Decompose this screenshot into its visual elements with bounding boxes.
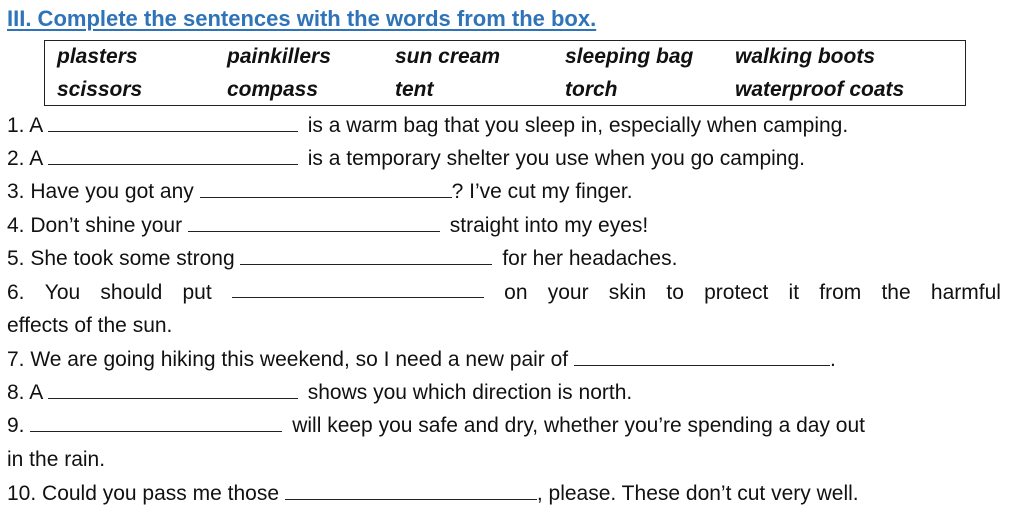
answer-blank[interactable] [285,481,537,500]
sentence-word: 6. [7,281,25,304]
word-box-item: waterproof coats [735,78,905,101]
word-box-item: compass [227,78,319,101]
answer-blank[interactable] [232,279,484,298]
sentence-word: skin [608,281,647,304]
answer-blank[interactable] [48,380,298,399]
answer-blank[interactable] [188,213,440,232]
sentence-text: 2. A [7,147,43,170]
sentence-word: on [504,281,528,304]
answer-blank[interactable] [48,113,298,132]
word-box-item: scissors [57,78,143,101]
word-box-item: tent [395,78,434,101]
sentence-text: ? I’ve cut my finger. [451,180,633,203]
sentence-9-continuation: in the rain. [7,448,106,471]
sentence-text: shows you which direction is north. [307,381,633,404]
sentence-text: will keep you safe and dry, whether you’re spending a day out [292,414,865,437]
answer-blank[interactable] [48,146,298,165]
sentence-text: is a warm bag that you sleep in, especially when camping. [307,114,849,137]
sentence-word: harmful [930,281,1001,304]
sentence-10 [7,480,859,508]
answer-blank[interactable] [240,246,492,265]
answer-blank[interactable] [30,413,282,432]
sentence-word: the [881,281,911,304]
sentence-text: . [829,348,836,371]
sentence-text: for her headaches. [502,247,678,270]
sentence-word: it [788,281,800,304]
word-box-item: painkillers [227,45,331,68]
sentence-7 [7,346,836,374]
sentence-5 [7,245,677,273]
sentence-6-continuation: effects of the sun. [7,314,173,337]
word-box-item: plasters [57,45,138,68]
sentence-text: 3. Have you got any [7,180,194,203]
sentence-6 [7,279,1001,307]
sentence-text: 4. Don’t shine your [7,214,183,237]
sentence-9 [7,412,865,440]
sentence-word: protect [704,281,769,304]
sentence-text: 5. She took some strong [7,247,235,270]
sentence-4 [7,212,648,240]
word-box [44,40,966,106]
sentence-text: 1. A [7,114,43,137]
word-box-item: sun cream [395,45,501,68]
sentence-word: from [819,281,862,304]
sentence-8 [7,379,632,407]
word-box-item: torch [565,78,618,101]
exercise-title: III. Complete the sentences with the words from the box. [7,6,597,31]
sentence-text: straight into my eyes! [449,214,649,237]
word-box-item: sleeping bag [565,45,694,68]
sentence-text: 7. We are going hiking this weekend, so I need a new pair of [7,348,569,371]
word-box-item: walking boots [735,45,876,68]
sentence-word: to [666,281,684,304]
sentence-word: put [182,281,212,304]
sentence-word: You [44,281,81,304]
sentence-3 [7,178,633,206]
sentence-text: 10. Could you pass me those [7,482,279,505]
sentence-word: should [100,281,163,304]
sentence-text: 8. A [7,381,43,404]
answer-blank[interactable] [200,179,452,198]
answer-blank[interactable] [574,347,830,366]
sentence-text: is a temporary shelter you use when you go camping. [307,147,805,170]
sentence-word: your [547,281,589,304]
sentence-text: , please. These don’t cut very well. [536,482,859,505]
sentence-2 [7,145,805,173]
sentence-text: 9. [7,414,25,437]
sentence-1 [7,112,848,140]
